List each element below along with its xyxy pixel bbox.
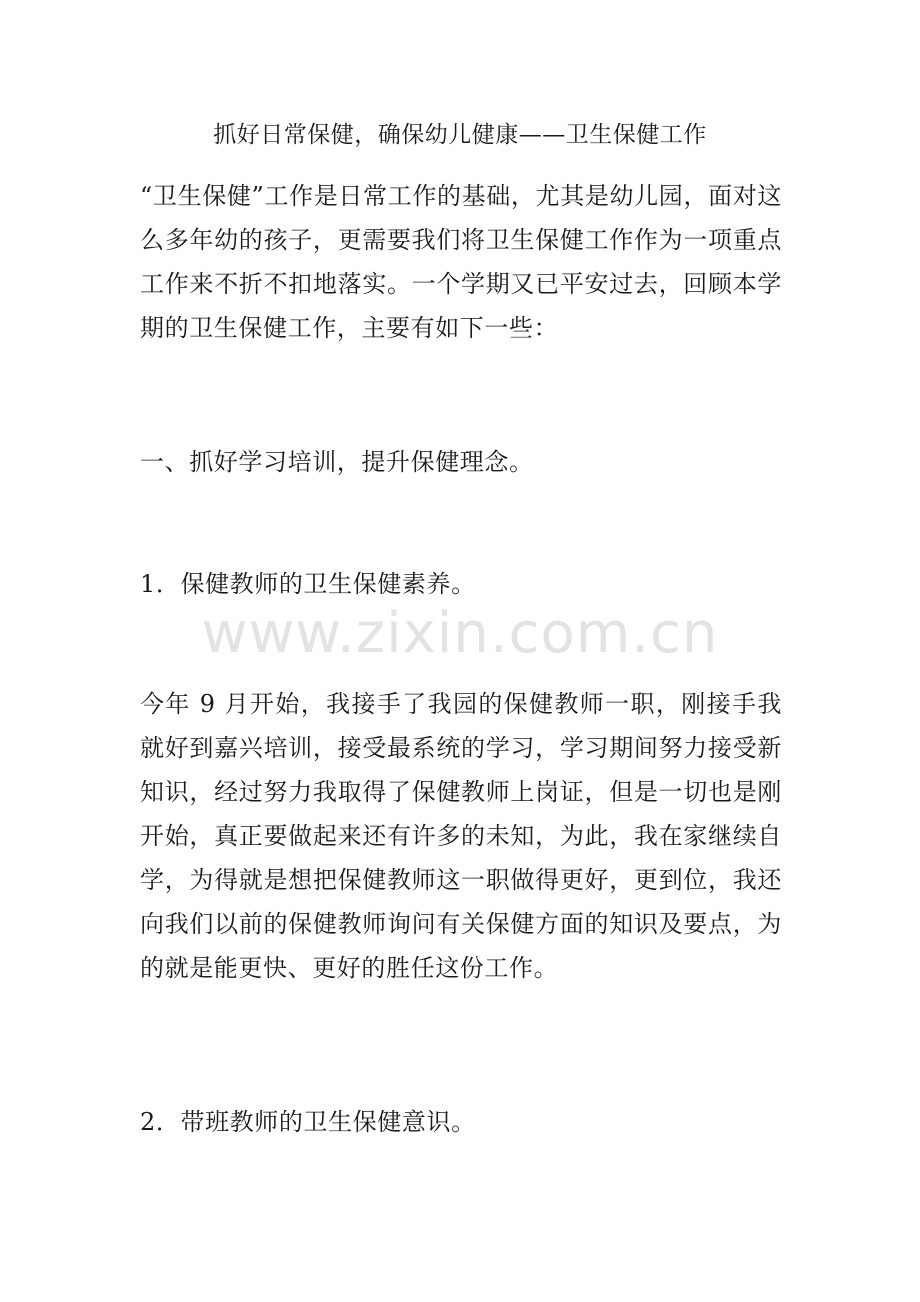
- item-2-heading: 2．带班教师的卫生保健意识。: [140, 1108, 476, 1136]
- intro-paragraph: “卫生保健”工作是日常工作的基础，尤其是幼儿园，面对这么多年幼的孩子，更需要我们将卫生保健工作作为一项重点工作来不折不扣地落实。一个学期又已平安过去，回顾本学期的卫生保健工作，主要有如下一些：: [140, 182, 782, 342]
- item-1-heading: 1．保健教师的卫生保健素养。: [140, 570, 476, 598]
- watermark: www.zixin.com.cn: [201, 601, 719, 666]
- section-1-heading: 一、抓好学习培训，提升保健理念。: [140, 448, 534, 476]
- item-1-body: 今年 9 月开始，我接手了我园的保健教师一职，刚接手我就好到嘉兴培训，接受最系统的学习，学习期间努力接受新知识，经过努力我取得了保健教师上岗证，但是一切也是刚开始，真正要做起来还有许多的未知，为此，我在家继续自学，为得就是想把保健教师这一职做得更好，更到位，我还向我们以前的保健教师询问有关保健方面的知识及要点，为的就是能更快、更好的胜任这份工作。: [140, 690, 782, 982]
- document-title: 抓好日常保健，确保幼儿健康——卫生保健工作: [213, 122, 707, 148]
